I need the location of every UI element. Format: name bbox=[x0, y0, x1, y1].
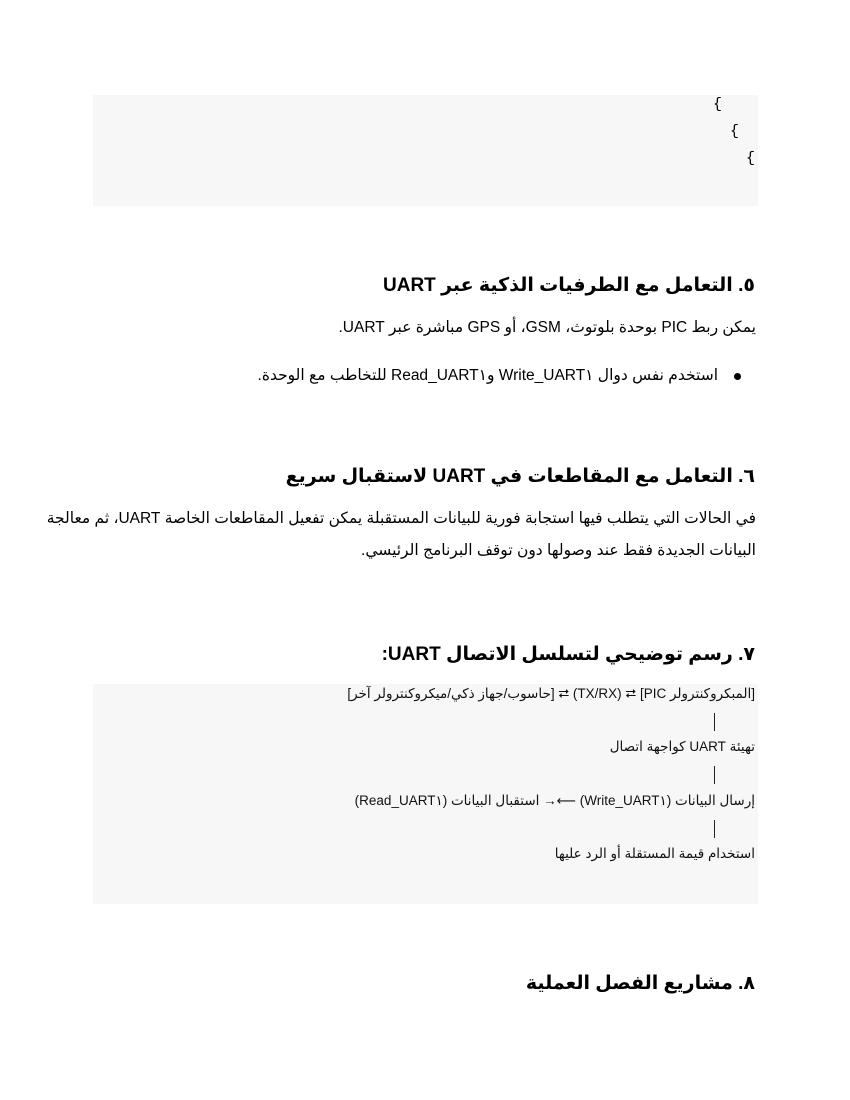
code-brace: { bbox=[713, 96, 723, 113]
diagram-line-send-receive: إرسال البيانات (UART١_Write) ⟵→ استقبال البيانات (UART١_Read) bbox=[354, 793, 755, 808]
section-6-paragraph-line1: في الحالات التي يتطلب فيها استجابة فورية للبيانات المستقبلة يمكن تفعيل المقاطعات الخاصة UART، ثم معالجة bbox=[46, 510, 756, 527]
code-brace: { bbox=[746, 150, 756, 167]
section-5-paragraph: يمكن ربط PIC بوحدة بلوتوث، GSM، أو GPS مباشرة عبر UART. bbox=[338, 319, 756, 336]
diagram-connector bbox=[714, 713, 715, 731]
section-5-bullet: استخدم نفس دوال UART١_Write وUART١_Read للتخاطب مع الوحدة. bbox=[257, 367, 718, 384]
code-brace: { bbox=[730, 123, 740, 140]
diagram-line-devices: [المبكروكنترولر PIC] ⮂ (TX/RX) ⮂ [حاسوب/جهاز ذكي/ميكروكنترولر آخر] bbox=[347, 686, 755, 701]
section-5-heading: ٥. التعامل مع الطرفيات الذكية عبر UART bbox=[383, 275, 755, 296]
diagram-line-use: استخدام قيمة المستقلة أو الرد عليها bbox=[554, 846, 755, 861]
section-6-paragraph-line2: البيانات الجديدة فقط عند وصولها دون توقف البرنامج الرئيسي. bbox=[361, 542, 756, 559]
bullet-marker bbox=[734, 373, 741, 380]
section-6-heading: ٦. التعامل مع المقاطعات في UART لاستقبال سريع bbox=[285, 466, 755, 487]
diagram-connector bbox=[714, 820, 715, 838]
section-8-heading: ٨. مشاريع الفصل العملية bbox=[525, 973, 755, 994]
code-block-top bbox=[93, 95, 758, 206]
diagram-connector bbox=[714, 766, 715, 784]
section-7-heading: ٧. رسم توضيحي لتسلسل الاتصال UART: bbox=[381, 644, 755, 665]
diagram-line-init: تهيئة UART كواجهة اتصال bbox=[609, 739, 755, 754]
